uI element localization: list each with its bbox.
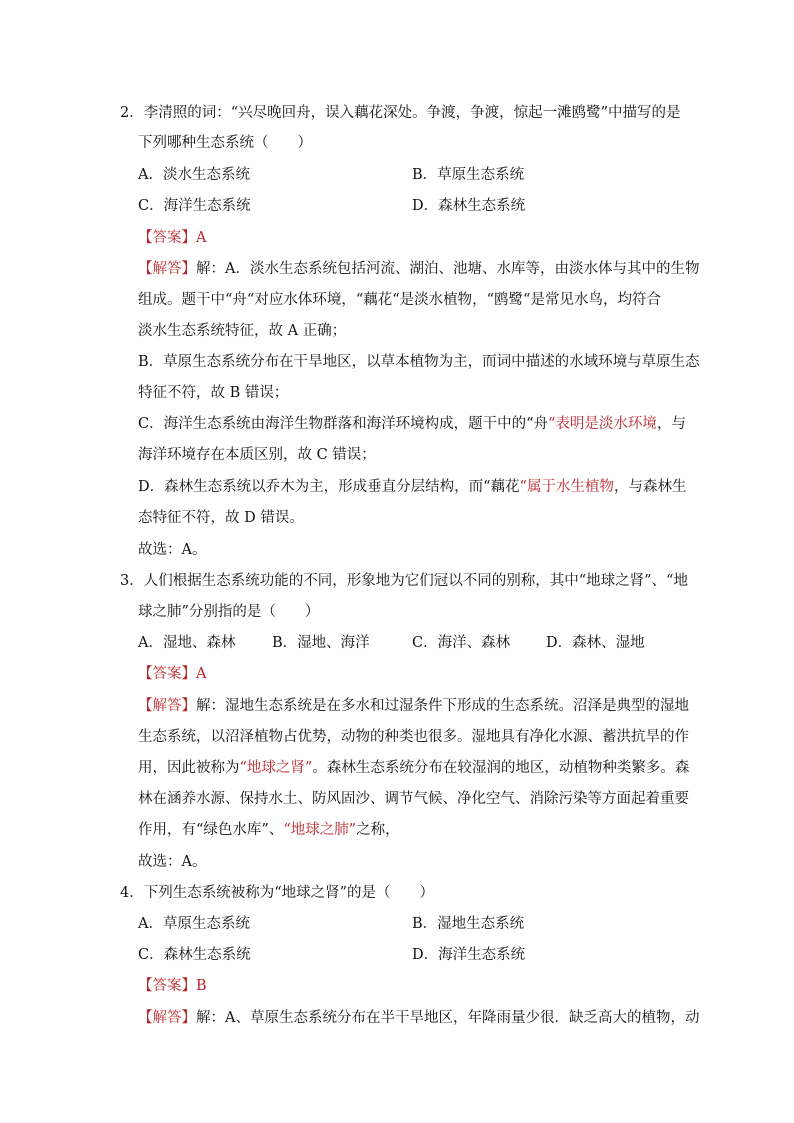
- q4-answer-value: B: [196, 978, 207, 994]
- q3-highlight-lung: “地球之肺”: [283, 822, 357, 838]
- q3-choice: 故选：A。: [138, 854, 207, 870]
- q2-stem-line-2: 下列哪种生态系统（ ）: [138, 135, 312, 151]
- q3-option-d: D．森林、湿地: [546, 635, 645, 651]
- q3-analysis-line-1: 【解答】解：湿地生态系统是在多水和过湿条件下形成的生态系统。沼泽是典型的湿地: [138, 698, 689, 714]
- q3-stem-line-1: 3．人们根据生态系统功能的不同，形象地为它们冠以不同的别称，其中“地球之肾”、“地: [120, 573, 688, 589]
- q2-analysis-line-2: 组成。题干中“舟“对应水体环境，“藕花“是淡水植物，“鸥鹭“是常见水鸟，均符合: [138, 292, 661, 308]
- q2-analysis-line-8: D．森林生态系统以乔木为主，形成垂直分层结构，而“藕花“属于水生植物，与森林生: [138, 479, 687, 495]
- q2-analysis-line-5: 特征不符，故 B 错误；: [138, 385, 289, 401]
- q2-choice: 故选：A。: [138, 542, 207, 558]
- q2-option-d: D．森林生态系统: [412, 198, 526, 214]
- q4-answer-label: 【答案】: [138, 978, 196, 994]
- q4-option-c: C．森林生态系统: [138, 947, 251, 963]
- q2-analysis-line-3: 淡水生态系统特征，故 A 正确；: [138, 323, 347, 339]
- q2-analysis-line-4: B．草原生态系统分布在干旱地区，以草本植物为主，而词中描述的水域环境与草原生态: [138, 354, 700, 370]
- q4-analysis-label: 【解答】: [138, 1010, 196, 1026]
- q3-option-b: B．湿地、海洋: [272, 635, 370, 651]
- q2-highlight-freshwater: “表明是淡水环境: [548, 416, 657, 432]
- q2-option-c: C．海洋生态系统: [138, 198, 251, 214]
- q3-analysis-line-2: 生态系统，以沼泽植物占优势，动物的种类也很多。湿地具有净化水源、蓄洪抗旱的作: [138, 729, 689, 745]
- q2-analysis-line-9: 态特征不符，故 D 错误。: [138, 510, 304, 526]
- q3-option-c: C．海洋、森林: [412, 635, 511, 651]
- q3-analysis-line-5: 作用，有“绿色水库”、“地球之肺”之称，: [138, 822, 400, 838]
- q4-option-d: D．海洋生态系统: [412, 947, 526, 963]
- q2-analysis-line-6: C．海洋生态系统由海洋生物群落和海洋环境构成，题干中的“舟“表明是淡水环境，与: [138, 416, 686, 432]
- q4-option-a: A．草原生态系统: [138, 916, 250, 932]
- q3-highlight-kidney: “地球之肾”: [239, 760, 313, 776]
- q4-answer: [138, 976, 207, 996]
- q2-highlight-aquatic: “属于水生植物: [519, 479, 614, 495]
- q3-answer-label: 【答案】: [138, 666, 196, 682]
- q4-analysis-line-1: 【解答】解：A、草原生态系统分布在半干旱地区，年降雨量少很．缺乏高大的植物，动: [138, 1010, 700, 1026]
- q2-analysis-line-1: 【解答】解：A．淡水生态系统包括河流、湖泊、池塘、水库等，由淡水体与其中的生物: [138, 261, 700, 277]
- q2-analysis-label: 【解答】: [138, 261, 196, 277]
- q3-analysis-label: 【解答】: [138, 698, 196, 714]
- q2-answer-label: 【答案】: [138, 230, 196, 246]
- q3-answer-value: A: [196, 666, 207, 682]
- q4-stem-line-1: 4．下列生态系统被称为“地球之肾”的是（ ）: [120, 885, 435, 901]
- q3-option-a: A．湿地、森林: [138, 635, 236, 651]
- q3-analysis-line-4: 林在涵养水源、保持水土、防风固沙、调节气候、净化空气、消除污染等方面起着重要: [138, 791, 689, 807]
- q2-stem-line-1: 2．李清照的词：“兴尽晚回舟，误入藕花深处。争渡，争渡，惊起一滩鸥鹭”中描写的是: [120, 105, 681, 121]
- q3-answer: [138, 664, 206, 684]
- q4-option-b: B．湿地生态系统: [412, 916, 525, 932]
- q3-analysis-line-3: 用，因此被称为“地球之肾”。森林生态系统分布在较湿润的地区，动植物种类繁多。森: [138, 760, 690, 776]
- q2-option-a: A．淡水生态系统: [138, 167, 250, 183]
- q3-stem-line-2: 球之肺”分别指的是（ ）: [138, 604, 320, 620]
- q2-answer: [138, 228, 206, 248]
- q2-answer-value: A: [196, 230, 207, 246]
- q2-option-b: B．草原生态系统: [412, 167, 525, 183]
- q2-analysis-line-7: 海洋环境存在本质区别，故 C 错误；: [138, 447, 376, 463]
